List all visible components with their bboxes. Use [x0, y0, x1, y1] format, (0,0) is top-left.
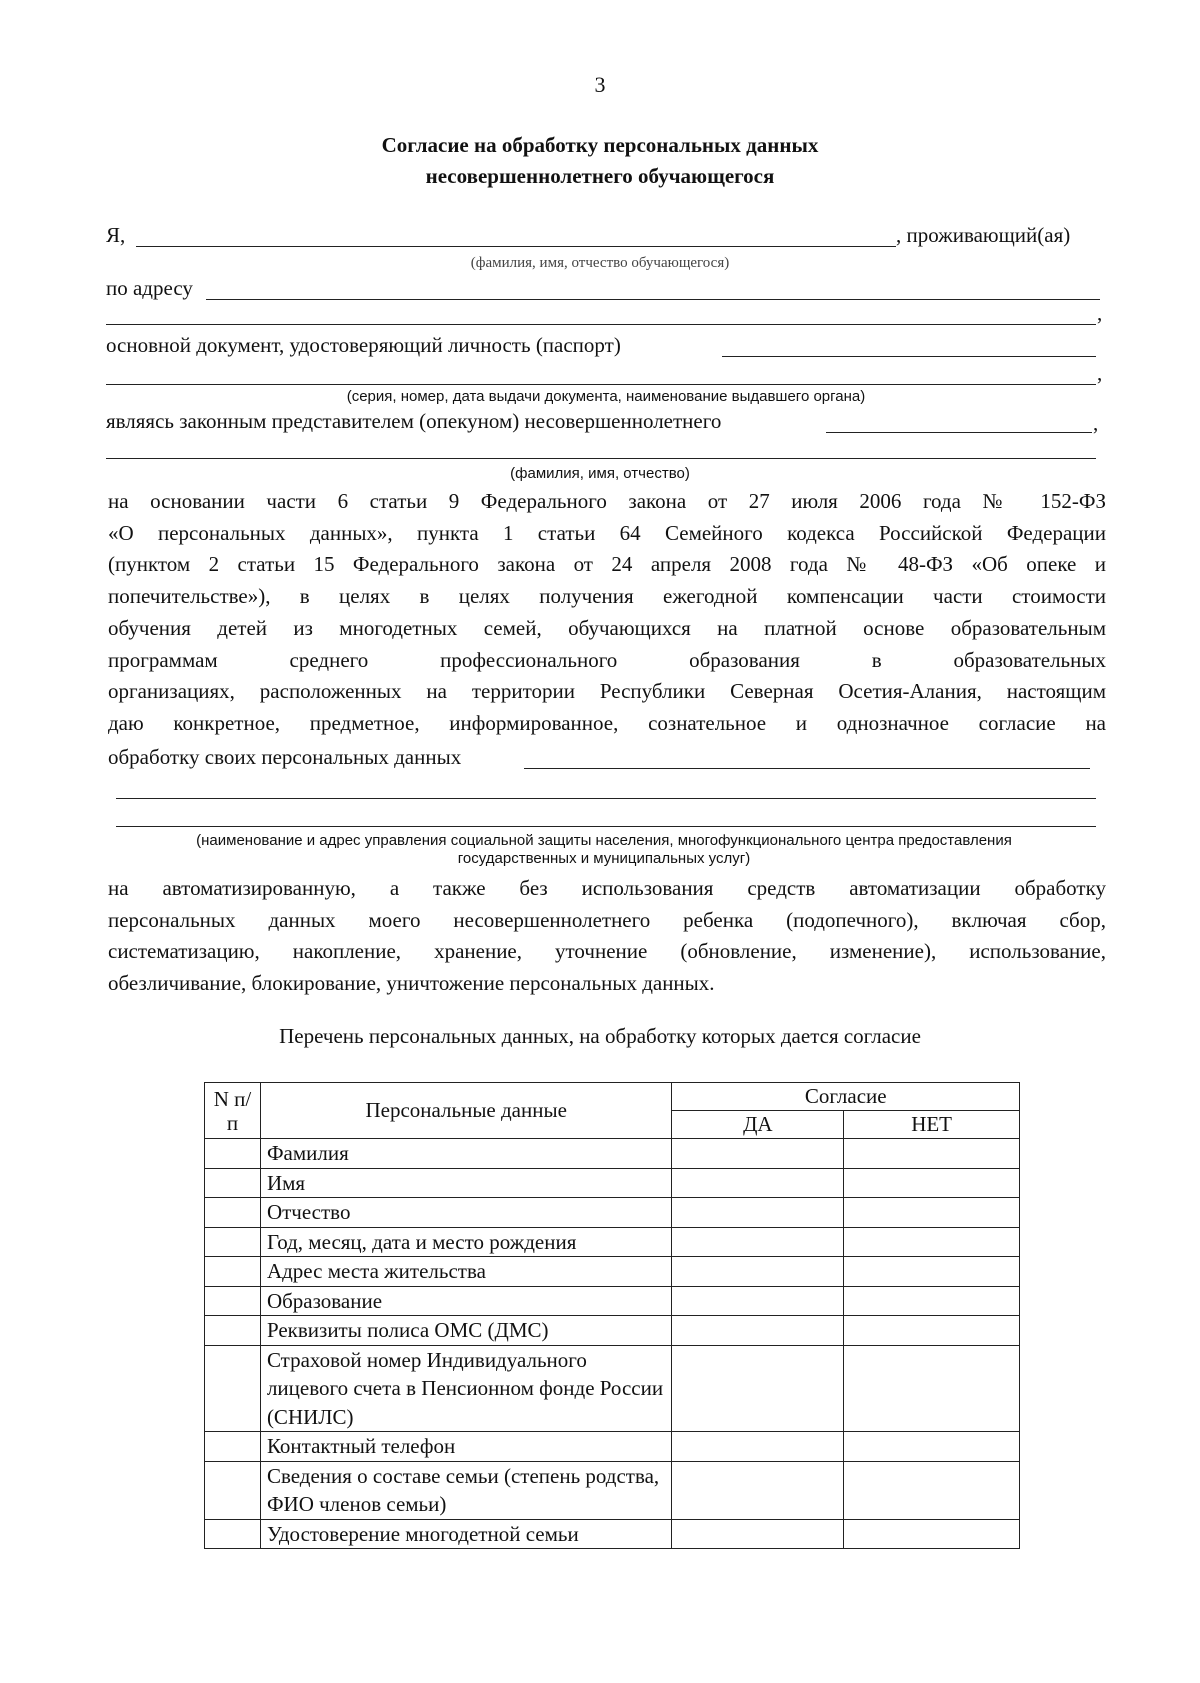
yes-cell[interactable]: [672, 1432, 844, 1462]
doc-field-2[interactable]: [106, 384, 1096, 385]
yes-cell[interactable]: [672, 1198, 844, 1228]
title-line-2: несовершеннолетнего обучающегося: [425, 164, 775, 188]
processing-line: обезличивание, блокирование, уничтожение персональных данных.: [108, 971, 715, 996]
processing-label: обработку своих персональных данных: [108, 745, 462, 769]
yes-cell[interactable]: [672, 1316, 844, 1346]
yes-cell[interactable]: [672, 1227, 844, 1257]
list-title: Перечень персональных данных, на обработку которых дается согласие: [279, 1024, 921, 1048]
no-cell[interactable]: [844, 1198, 1020, 1228]
no-cell[interactable]: [844, 1461, 1020, 1519]
row-num-cell: [205, 1198, 261, 1228]
basis-line: даю конкретное, предметное, информированное, сознательное и однозначное согласие на: [108, 710, 1106, 735]
student-fio-hint: (фамилия, имя, отчество обучающегося): [470, 255, 730, 271]
processing-line: на автоматизированную, а также без использования средств автоматизации обработку: [108, 876, 1106, 900]
table-row: [205, 1139, 1020, 1169]
row-num-cell: [205, 1168, 261, 1198]
header-data: Персональные данные: [260, 1083, 672, 1139]
row-data-cell: Удостоверение многодетной семьи: [260, 1519, 672, 1549]
row-data-cell: Страховой номер Индивидуального лицевого счета в Пенсионном фонде России (СНИЛС): [260, 1345, 672, 1432]
address-field-2[interactable]: [106, 324, 1096, 325]
row-data-cell: Сведения о составе семьи (степень родства, ФИО членов семьи): [260, 1461, 672, 1519]
address-field-1[interactable]: [206, 299, 1100, 300]
personal-data-table: [204, 1082, 1020, 1549]
yes-cell[interactable]: [672, 1345, 844, 1432]
table-row: [205, 1257, 1020, 1287]
row-data-cell: Образование: [260, 1286, 672, 1316]
yes-cell[interactable]: [672, 1257, 844, 1287]
header-num: N п/п: [205, 1083, 261, 1139]
no-cell[interactable]: [844, 1227, 1020, 1257]
row-data-cell: Имя: [260, 1168, 672, 1198]
row-num-cell: [205, 1227, 261, 1257]
processing-line: персональных данных моего несовершеннолетнего ребенка (подопечного), включая сбор,: [108, 907, 1106, 932]
yes-cell[interactable]: [672, 1168, 844, 1198]
basis-line: обучения детей из многодетных семей, обучающихся на платной основе образовательным: [108, 615, 1106, 640]
basis-line: попечительстве»), в целях в целях получения ежегодной компенсации части стоимости: [108, 584, 1106, 609]
table-row: [205, 1198, 1020, 1228]
basis-line: (пунктом 2 статьи 15 Федерального закона от 24 апреля 2008 года № 48-ФЗ «Об опеке и: [108, 552, 1106, 577]
minor-hint: (фамилия, имя, отчество): [510, 465, 690, 482]
row-num-cell: [205, 1519, 261, 1549]
row-data-cell: Год, месяц, дата и место рождения: [260, 1227, 672, 1257]
no-cell[interactable]: [844, 1519, 1020, 1549]
row-num-cell: [205, 1461, 261, 1519]
row-num-cell: [205, 1345, 261, 1432]
no-cell[interactable]: [844, 1257, 1020, 1287]
row-num-cell: [205, 1139, 261, 1169]
table-row: [205, 1345, 1020, 1432]
student-fio-field[interactable]: [136, 246, 896, 247]
document-title: [0, 130, 1200, 192]
minor-comma: ,: [1093, 411, 1099, 435]
table-row: [205, 1227, 1020, 1257]
residing-label: , проживающий(ая): [896, 223, 1071, 247]
basis-line: «О персональных данных», пункта 1 статьи 64 Семейного кодекса Российской Федерации: [108, 520, 1106, 545]
doc-comma: ,: [1097, 361, 1103, 385]
yes-cell[interactable]: [672, 1461, 844, 1519]
basis-paragraph: [108, 486, 1106, 740]
row-data-cell: Реквизиты полиса ОМС (ДМС): [260, 1316, 672, 1346]
processing-line: систематизацию, накопление, хранение, уточнение (обновление, изменение), использование,: [108, 939, 1106, 964]
org-hint: [106, 832, 1102, 868]
header-yes: ДА: [672, 1111, 844, 1139]
yes-cell[interactable]: [672, 1519, 844, 1549]
header-no: НЕТ: [844, 1111, 1020, 1139]
org-hint-line-2: государственных и муниципальных услуг): [457, 850, 751, 867]
row-num-cell: [205, 1286, 261, 1316]
basis-line: организациях, расположенных на территории Республики Северная Осетия-Алания, настоящим: [108, 679, 1106, 704]
row-data-cell: Фамилия: [260, 1139, 672, 1169]
org-field-1[interactable]: [524, 768, 1090, 769]
no-cell[interactable]: [844, 1432, 1020, 1462]
doc-hint: (серия, номер, дата выдачи документа, наименование выдавшего органа): [346, 388, 866, 405]
no-cell[interactable]: [844, 1139, 1020, 1169]
row-data-cell: Отчество: [260, 1198, 672, 1228]
basis-line: программам среднего профессионального образования в образовательных: [108, 647, 1106, 672]
no-cell[interactable]: [844, 1286, 1020, 1316]
row-num-cell: [205, 1432, 261, 1462]
address-label: по адресу: [106, 276, 193, 300]
table-row: [205, 1286, 1020, 1316]
table-row: [205, 1316, 1020, 1346]
page-number: 3: [594, 72, 606, 97]
org-field-2[interactable]: [116, 798, 1096, 799]
no-cell[interactable]: [844, 1168, 1020, 1198]
minor-field-2[interactable]: [106, 458, 1096, 459]
address-comma: ,: [1097, 301, 1103, 325]
basis-line: на основании части 6 статьи 9 Федерального закона от 27 июля 2006 года № 152-ФЗ: [108, 489, 1106, 513]
table-row: [205, 1461, 1020, 1519]
table-row: [205, 1168, 1020, 1198]
row-data-cell: Контактный телефон: [260, 1432, 672, 1462]
i-label: Я,: [106, 223, 126, 247]
representative-label: являясь законным представителем (опекуном) несовершеннолетнего: [106, 409, 722, 433]
yes-cell[interactable]: [672, 1139, 844, 1169]
minor-field-1[interactable]: [826, 432, 1092, 433]
row-num-cell: [205, 1316, 261, 1346]
doc-field-1[interactable]: [722, 356, 1096, 357]
yes-cell[interactable]: [672, 1286, 844, 1316]
row-data-cell: Адрес места жительства: [260, 1257, 672, 1287]
processing-paragraph: [108, 873, 1106, 1000]
table-row: [205, 1432, 1020, 1462]
table-row: [205, 1519, 1020, 1549]
no-cell[interactable]: [844, 1345, 1020, 1432]
doc-label: основной документ, удостоверяющий личность (паспорт): [106, 333, 621, 357]
table-header-row: [205, 1083, 1020, 1111]
org-field-3[interactable]: [116, 826, 1096, 827]
title-line-1: Согласие на обработку персональных данных: [381, 133, 819, 157]
header-consent: Согласие: [672, 1083, 1020, 1111]
row-num-cell: [205, 1257, 261, 1287]
no-cell[interactable]: [844, 1316, 1020, 1346]
org-hint-line-1: (наименование и адрес управления социальной защиты населения, многофункционального центра предоставления: [196, 832, 1012, 849]
